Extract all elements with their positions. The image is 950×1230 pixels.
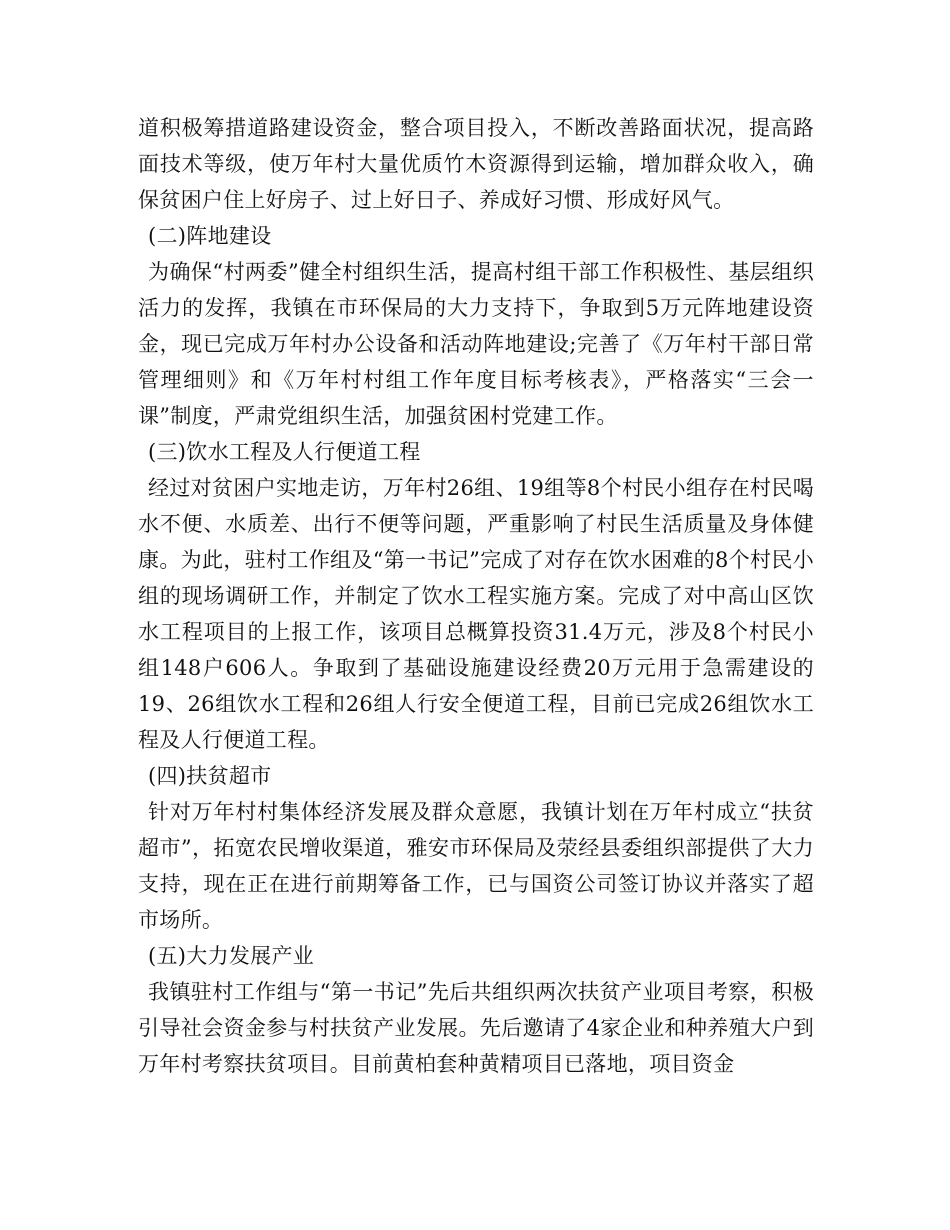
section-heading-position-construction: (二)阵地建设 <box>148 224 272 248</box>
document-page <box>138 110 814 1082</box>
paragraph-industry-development: 我镇驻村工作组与“第一书记”先后共组织两次扶贫产业项目考察，积极引导社会资金参与村扶贫产业发展。先后邀请了4家企业和种养殖大户到万年村考察扶贫项目。目前黄柏套种黄精项目已落地，项目资金 <box>138 980 814 1076</box>
section-heading-poverty-supermarket: (四)扶贫超市 <box>148 764 272 788</box>
paragraph-water-project: 经过对贫困户实地走访，万年村26组、19组等8个村民小组存在村民喝水不便、水质差、出行不便等问题，严重影响了村民生活质量及身体健康。为此，驻村工作组及“第一书记”完成了对存在饮水困难的8个村民小组的现场调研工作，并制定了饮水工程实施方案。完成了对中高山区饮水工程项目的上报工作，该项目总概算投资31.4万元，涉及8个村民小组148户606人。争取到了基础设施建设经费20万元用于急需建设的19、26组饮水工程和26组人行安全便道工程，目前已完成26组饮水工程及人行便道工程。 <box>138 476 814 752</box>
paragraph-road-funding: 道积极筹措道路建设资金，整合项目投入，不断改善路面状况，提高路面技术等级，使万年村大量优质竹木资源得到运输，增加群众收入，确保贫困户住上好房子、过上好日子、养成好习惯、形成好风气。 <box>138 116 814 212</box>
paragraph-position-construction: 为确保“村两委”健全村组织生活，提高村组干部工作积极性、基层组织活力的发挥，我镇在市环保局的大力支持下，争取到5万元阵地建设资金，现已完成万年村办公设备和活动阵地建设;完善了《万年村干部日常管理细则》和《万年村村组工作年度目标考核表》，严格落实“三会一课”制度，严肃党组织生活，加强贫困村党建工作。 <box>138 260 814 428</box>
paragraph-poverty-supermarket: 针对万年村村集体经济发展及群众意愿，我镇计划在万年村成立“扶贫超市”，拓宽农民增收渠道，雅安市环保局及荥经县委组织部提供了大力支持，现在正在进行前期筹备工作，已与国资公司签订协议并落实了超市场所。 <box>138 800 814 932</box>
section-heading-water-project: (三)饮水工程及人行便道工程 <box>148 440 421 464</box>
section-heading-industry-development: (五)大力发展产业 <box>148 944 315 968</box>
